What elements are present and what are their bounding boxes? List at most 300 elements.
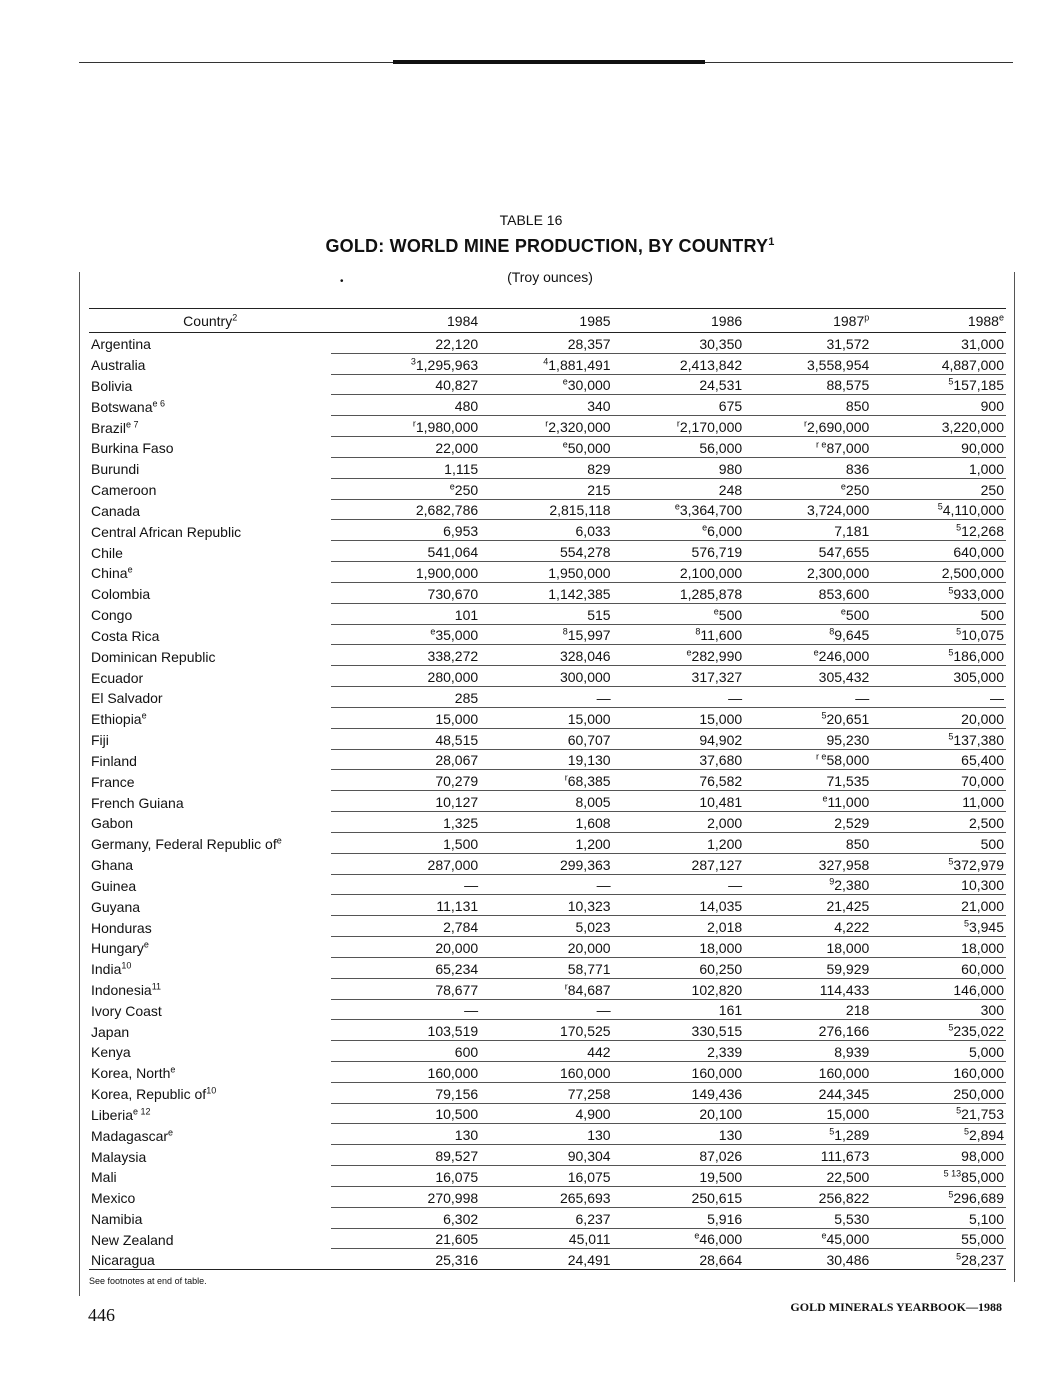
country-cell [89, 645, 331, 666]
table-row [89, 937, 1006, 958]
value-number: 1,000 [968, 460, 1004, 477]
value-cell [331, 478, 480, 499]
value-cell [480, 374, 612, 395]
value-number: 328,046 [559, 648, 611, 665]
table-row [89, 457, 1006, 478]
country-cell [89, 1166, 331, 1187]
table-row [89, 916, 1006, 937]
value-cell [613, 541, 745, 562]
country-cell [89, 562, 331, 583]
value-number: 3,558,954 [806, 356, 870, 373]
value-number: 24,491 [567, 1252, 611, 1269]
value-cell [480, 1249, 612, 1270]
table-row [89, 1207, 1006, 1228]
value-cell [871, 582, 1006, 603]
value-number: 18,000 [826, 939, 870, 956]
column-header-label: 1984 [447, 312, 479, 329]
value-number: 45,011 [568, 1231, 611, 1248]
value-number: 15,000 [826, 1106, 870, 1123]
value-cell [744, 937, 871, 958]
country-name: Fiji [91, 732, 109, 749]
value-cell [331, 728, 480, 749]
value-note: 5 [956, 1251, 962, 1262]
value-number: 338,272 [427, 648, 479, 665]
value-number: — [728, 689, 743, 706]
value-note: 3 [410, 356, 416, 366]
table-row [89, 728, 1006, 749]
production-table [89, 308, 1006, 1270]
page-number: 446 [88, 1305, 115, 1325]
value-number: 2,815,118 [549, 502, 611, 519]
value-note: r e [815, 439, 827, 450]
table-row [89, 1186, 1006, 1207]
value-number: 77,258 [567, 1085, 611, 1102]
value-number: 3,364,700 [679, 502, 743, 519]
country-cell [89, 541, 331, 562]
table-row [89, 1103, 1006, 1124]
value-number: 20,000 [961, 710, 1004, 727]
value-number: 276,166 [818, 1023, 870, 1040]
value-cell [871, 416, 1006, 437]
country-name: Ethiopia [91, 711, 142, 728]
value-cell [480, 541, 612, 562]
value-number: 70,279 [435, 773, 479, 790]
table-row [89, 603, 1006, 624]
value-number: 2,413,842 [679, 356, 743, 373]
value-cell [744, 770, 871, 791]
value-cell [331, 707, 480, 728]
value-cell [331, 437, 480, 458]
country-cell [89, 1082, 331, 1103]
value-number: 15,000 [699, 710, 743, 727]
value-cell [480, 853, 612, 874]
country-cell [89, 687, 331, 708]
value-cell [613, 353, 745, 374]
value-number: — [464, 1002, 479, 1019]
value-note: 5 [948, 1189, 954, 1200]
country-name: Japan [91, 1023, 130, 1040]
value-number: 675 [718, 398, 743, 415]
value-number: 547,655 [818, 544, 870, 561]
value-cell [331, 1103, 480, 1124]
value-number: 16,075 [435, 1168, 479, 1185]
value-number: 287,127 [691, 856, 743, 873]
value-cell [744, 791, 871, 812]
value-cell [480, 916, 612, 937]
value-number: 22,500 [826, 1168, 870, 1185]
value-note: r e [815, 751, 827, 762]
value-cell [871, 978, 1006, 999]
value-number: 85,000 [961, 1168, 1004, 1185]
header-rule-bold [393, 60, 705, 64]
value-number: 2,380 [834, 877, 870, 894]
value-number: 149,436 [691, 1085, 743, 1102]
value-note: e [449, 480, 455, 491]
value-cell [480, 562, 612, 583]
table-row [89, 520, 1006, 541]
value-cell [871, 395, 1006, 416]
value-cell [744, 416, 871, 437]
value-cell [871, 1145, 1006, 1166]
value-number: 59,929 [826, 960, 870, 977]
value-cell [744, 666, 871, 687]
value-cell [331, 541, 480, 562]
value-cell [480, 457, 612, 478]
value-number: 19,500 [699, 1168, 743, 1185]
value-number: 60,250 [699, 960, 743, 977]
value-number: 265,693 [559, 1189, 611, 1206]
country-cell [89, 978, 331, 999]
country-cell [89, 624, 331, 645]
country-note: e [143, 939, 149, 950]
country-note: 11 [151, 981, 162, 992]
value-note: 5 [948, 1022, 954, 1033]
value-number: 21,000 [961, 898, 1004, 915]
value-cell [480, 957, 612, 978]
value-cell [480, 1166, 612, 1187]
table-row [89, 1082, 1006, 1103]
country-name: Gabon [91, 815, 134, 832]
value-number: 554,278 [559, 544, 611, 561]
country-name: Hungary [91, 940, 144, 957]
value-cell [744, 374, 871, 395]
value-cell [613, 416, 745, 437]
country-name: Namibia [91, 1211, 143, 1228]
value-number: 28,237 [961, 1252, 1004, 1269]
value-cell [744, 1145, 871, 1166]
value-cell [480, 812, 612, 833]
country-name: French Guiana [91, 794, 184, 811]
value-cell [480, 603, 612, 624]
value-number: 576,719 [691, 544, 743, 561]
table-row [89, 582, 1006, 603]
value-cell [480, 895, 612, 916]
value-note: 4 [543, 356, 549, 366]
value-cell [871, 853, 1006, 874]
value-number: 25,316 [435, 1252, 479, 1269]
value-number: 246,000 [818, 648, 870, 665]
value-number: 305,000 [953, 669, 1004, 686]
value-cell [613, 707, 745, 728]
value-number: 11,131 [436, 898, 479, 915]
table-row [89, 749, 1006, 770]
country-cell [89, 333, 331, 354]
value-number: — [855, 689, 870, 706]
value-number: 372,979 [953, 856, 1004, 873]
country-name: India [91, 961, 122, 978]
value-number: — [596, 1002, 611, 1019]
value-note: 8 [695, 626, 701, 637]
value-number: 111,673 [820, 1148, 870, 1165]
value-number: 98,000 [961, 1148, 1004, 1165]
column-header-label: 1988 [967, 312, 999, 329]
value-cell [331, 416, 480, 437]
value-cell [613, 1207, 745, 1228]
value-cell [331, 853, 480, 874]
country-name: Ecuador [91, 669, 144, 686]
value-note: e [674, 501, 680, 512]
column-header-year [744, 309, 871, 333]
value-cell [871, 707, 1006, 728]
country-cell [89, 603, 331, 624]
value-cell [480, 582, 612, 603]
value-number: 250 [845, 481, 870, 498]
value-number: 853,600 [818, 585, 870, 602]
value-number: 146,000 [953, 981, 1004, 998]
value-cell [613, 499, 745, 520]
value-cell [480, 1186, 612, 1207]
country-cell [89, 999, 331, 1020]
value-cell [613, 333, 745, 354]
value-cell [613, 1145, 745, 1166]
value-cell [744, 728, 871, 749]
value-number: 215 [587, 481, 611, 498]
country-cell [89, 1228, 331, 1249]
value-note: r [676, 418, 680, 429]
value-cell [613, 791, 745, 812]
table-row [89, 541, 1006, 562]
value-number: 836 [845, 460, 870, 477]
table-row [89, 437, 1006, 458]
value-note: 5 [948, 855, 954, 866]
value-cell [871, 520, 1006, 541]
value-number: 95,230 [826, 731, 870, 748]
country-cell [89, 457, 331, 478]
value-cell [480, 999, 612, 1020]
value-number: 157,185 [953, 377, 1004, 394]
value-number: 22,120 [435, 335, 479, 352]
value-number: 4,222 [834, 919, 870, 936]
country-name: Argentina [91, 336, 151, 353]
value-cell [744, 749, 871, 770]
value-cell [871, 1186, 1006, 1207]
value-cell [480, 666, 612, 687]
value-number: 30,350 [699, 335, 743, 352]
value-cell [613, 749, 745, 770]
value-cell [744, 541, 871, 562]
value-cell [744, 978, 871, 999]
value-number: 900 [980, 398, 1004, 415]
value-number: — [596, 689, 611, 706]
value-cell [480, 395, 612, 416]
table-units: (Troy ounces) [507, 269, 593, 285]
value-number: 160,000 [559, 1064, 611, 1081]
country-cell [89, 416, 331, 437]
country-name: Chile [91, 544, 123, 561]
value-number: 300 [980, 1002, 1004, 1019]
value-number: 160,000 [427, 1064, 479, 1081]
value-cell [613, 1186, 745, 1207]
country-name: New Zealand [91, 1231, 174, 1248]
table-row [89, 791, 1006, 812]
value-number: 22,000 [435, 439, 479, 456]
value-number: 101 [454, 606, 479, 623]
value-number: 21,425 [826, 898, 870, 915]
country-name: Mali [91, 1169, 117, 1186]
table-row [89, 1020, 1006, 1041]
value-number: 600 [454, 1043, 479, 1060]
value-cell [744, 916, 871, 937]
value-number: 114,433 [819, 981, 870, 998]
table-row [89, 374, 1006, 395]
value-cell [331, 812, 480, 833]
value-number: 18,000 [699, 939, 743, 956]
country-note: e 12 [133, 1106, 151, 1117]
country-cell [89, 520, 331, 541]
value-cell [871, 1103, 1006, 1124]
value-cell [480, 1020, 612, 1041]
country-cell [89, 353, 331, 374]
value-cell [871, 957, 1006, 978]
value-number: 40,827 [435, 377, 479, 394]
value-number: 2,500,000 [941, 564, 1004, 581]
value-number: 300,000 [559, 669, 611, 686]
country-name: Congo [91, 607, 133, 624]
value-cell [331, 916, 480, 937]
country-cell [89, 582, 331, 603]
value-number: 90,000 [961, 439, 1004, 456]
value-number: 541,064 [427, 544, 479, 561]
value-note: e [821, 1230, 827, 1241]
value-cell [331, 1166, 480, 1187]
value-number: 10,323 [567, 898, 611, 915]
value-cell [871, 1207, 1006, 1228]
value-note: 5 [956, 1105, 962, 1116]
value-number: 330,515 [691, 1023, 743, 1040]
value-number: 270,998 [427, 1189, 479, 1206]
value-number: 10,500 [435, 1106, 479, 1123]
value-number: 248 [718, 481, 743, 498]
value-number: 78,677 [435, 981, 479, 998]
value-cell [613, 978, 745, 999]
value-number: 5,530 [834, 1210, 870, 1227]
table-row [89, 1041, 1006, 1062]
value-cell [871, 937, 1006, 958]
value-cell [871, 437, 1006, 458]
value-cell [480, 749, 612, 770]
value-number: 15,000 [567, 710, 611, 727]
value-cell [744, 1186, 871, 1207]
value-cell [331, 582, 480, 603]
value-number: 60,707 [567, 731, 611, 748]
value-cell [871, 374, 1006, 395]
country-cell [89, 1207, 331, 1228]
value-number: 31,572 [826, 335, 870, 352]
column-header-year [871, 309, 1006, 333]
value-number: 640,000 [953, 544, 1004, 561]
value-cell [480, 707, 612, 728]
value-number: 256,822 [818, 1189, 870, 1206]
column-header-year [331, 309, 480, 333]
value-cell [331, 666, 480, 687]
value-note: e [562, 439, 568, 450]
column-header-year [613, 309, 745, 333]
value-number: 68,385 [567, 773, 611, 790]
column-header-country [89, 309, 331, 333]
value-note: 9 [829, 876, 835, 887]
value-cell [331, 645, 480, 666]
value-number: 1,142,385 [548, 585, 611, 602]
country-cell [89, 374, 331, 395]
value-cell [480, 832, 612, 853]
value-cell [613, 666, 745, 687]
value-number: 5,000 [968, 1043, 1004, 1060]
country-cell [89, 832, 331, 853]
value-note: r [545, 418, 549, 429]
value-number: 65,234 [435, 960, 479, 977]
table-row [89, 895, 1006, 916]
value-number: 18,000 [961, 939, 1004, 956]
country-name: Cameroon [91, 482, 157, 499]
value-cell [871, 874, 1006, 895]
value-cell [331, 520, 480, 541]
country-note: e 6 [152, 398, 165, 409]
value-note: e [822, 793, 828, 804]
country-note: e [170, 1064, 176, 1075]
value-cell [744, 1061, 871, 1082]
value-number: 1,200 [707, 835, 743, 852]
table-row [89, 1228, 1006, 1249]
value-number: 280,000 [427, 669, 479, 686]
value-cell [871, 1124, 1006, 1145]
value-number: 1,325 [443, 814, 479, 831]
value-number: 235,022 [953, 1023, 1004, 1040]
left-margin-rule [79, 272, 80, 1296]
value-cell [871, 353, 1006, 374]
table-row [89, 353, 1006, 374]
country-cell [89, 937, 331, 958]
value-number: 103,519 [427, 1023, 479, 1040]
value-cell [480, 937, 612, 958]
country-cell [89, 499, 331, 520]
value-number: 30,486 [826, 1252, 870, 1269]
value-number: 60,000 [961, 960, 1004, 977]
country-cell [89, 707, 331, 728]
value-number: — [990, 689, 1004, 706]
value-cell [331, 687, 480, 708]
table-row [89, 874, 1006, 895]
value-number: — [596, 877, 611, 894]
value-number: 31,000 [961, 335, 1004, 352]
value-cell [744, 1249, 871, 1270]
value-number: 6,000 [707, 523, 743, 540]
value-number: 10,127 [435, 794, 479, 811]
value-number: 4,110,000 [942, 502, 1004, 519]
value-number: 2,682,786 [415, 502, 479, 519]
value-cell [613, 832, 745, 853]
country-cell [89, 1103, 331, 1124]
value-cell [331, 1207, 480, 1228]
value-cell [480, 1124, 612, 1145]
country-cell [89, 395, 331, 416]
value-number: 6,302 [443, 1210, 479, 1227]
value-cell [744, 624, 871, 645]
value-cell [744, 457, 871, 478]
value-cell [871, 812, 1006, 833]
value-cell [331, 1145, 480, 1166]
value-number: 1,900,000 [415, 564, 479, 581]
country-cell [89, 728, 331, 749]
country-name: Korea, Republic of [91, 1086, 207, 1103]
value-number: 71,535 [826, 773, 870, 790]
country-cell [89, 853, 331, 874]
value-cell [744, 1103, 871, 1124]
value-number: 250,000 [953, 1085, 1004, 1102]
value-number: 285 [454, 689, 479, 706]
value-number: 2,500 [968, 814, 1004, 831]
value-cell [480, 1145, 612, 1166]
value-number: 7,181 [834, 523, 870, 540]
